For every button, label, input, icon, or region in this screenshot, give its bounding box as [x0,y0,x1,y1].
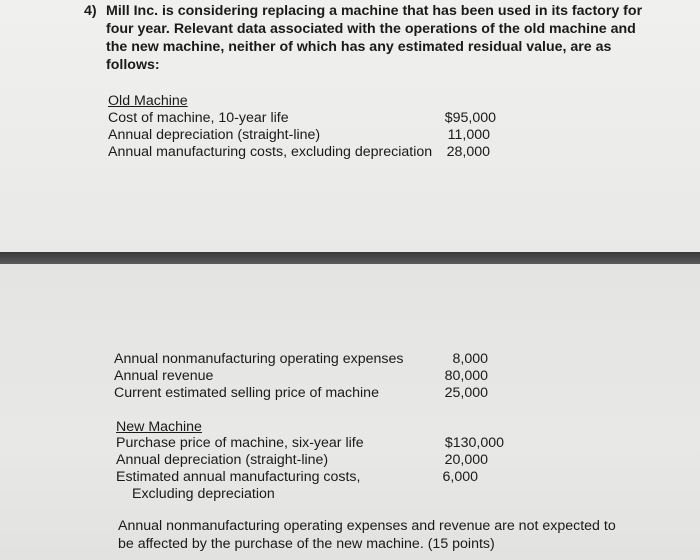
old-cont-row-label: Current estimated selling price of machine [114,385,379,401]
old-row-label: Annual manufacturing costs, excluding depreciation [108,144,433,160]
new-row-continuation: Excluding depreciation [132,486,275,502]
old-row-value: $95,000 [444,110,496,126]
old-row-value: 11,000 [447,127,490,143]
old-cont-row-value: 80,000 [444,368,488,384]
question-line-1: Mill Inc. is considering replacing a machine that has been used in its factory for [106,3,643,19]
page-fold-shadow [0,252,700,264]
question-line-4: follows: [106,57,160,73]
new-row-label: Estimated annual manufacturing costs, [116,469,361,485]
new-row-label: Annual depreciation (straight-line) [116,452,329,468]
new-row-label: Purchase price of machine, six-year life [116,435,364,451]
new-row-value: 20,000 [444,452,488,468]
old-cont-row-label: Annual revenue [114,368,214,384]
old-machine-heading: Old Machine [108,93,188,109]
old-cont-row-value: 25,000 [444,385,488,401]
old-row-value: 28,000 [446,144,490,160]
question-line-2: four year. Relevant data associated with the operations of the old machine and [106,21,636,37]
question-line-3: the new machine, neither of which has any estimated residual value, are as [106,39,612,55]
old-cont-row-value: 8,000 [452,351,488,367]
old-cont-row-label: Annual nonmanufacturing operating expenses [114,351,404,367]
page-bottom-section [0,264,700,560]
note-line-1: Annual nonmanufacturing operating expenses and revenue are not expected to [118,518,616,534]
new-row-value: $130,000 [444,435,504,451]
old-row-label: Cost of machine, 10-year life [108,110,289,126]
page-top-section [0,0,700,252]
note-line-2: be affected by the purchase of the new machine. (15 points) [118,536,495,552]
new-row-value: 6,000 [442,469,478,485]
question-number: 4) [84,3,97,19]
old-row-label: Annual depreciation (straight-line) [108,127,321,143]
new-machine-heading: New Machine [116,419,202,435]
